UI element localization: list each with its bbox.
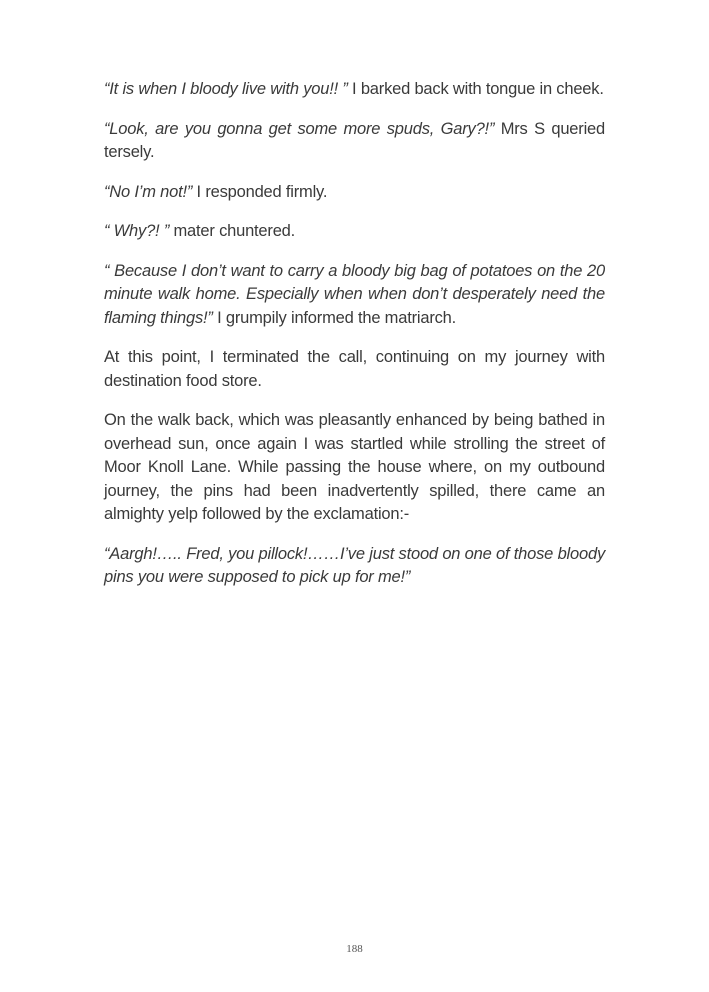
page-number: 188 xyxy=(346,943,363,955)
dialogue-quote: “No I’m not!” xyxy=(104,182,193,201)
narration-text: mater chuntered. xyxy=(169,222,296,240)
paragraph-2 xyxy=(104,118,605,165)
dialogue-quote: “Look, are you gonna get some more spuds, Gary?!” xyxy=(104,119,495,138)
paragraph-7 xyxy=(104,409,605,527)
dialogue-quote: “Aargh!….. Fred, you pillock!……I’ve just stood on one of those bloody pins you were supposed to pick up for me!” xyxy=(104,544,605,586)
paragraph-5 xyxy=(104,260,605,331)
narration-text: I grumpily informed the matriarch. xyxy=(212,308,457,327)
narration-text: On the walk back, which was pleasantly enhanced by being bathed in overhead sun, once again I was startled while strolling the street of Moor Knoll Lane. While passing the house where, on my outbound journey, the pins had been inadvertently spilled, there came an almighty yelp followed by the exclamation:- xyxy=(104,411,605,523)
paragraph-1 xyxy=(104,78,605,102)
paragraph-8 xyxy=(104,543,605,590)
narration-text: I barked back with tongue in cheek. xyxy=(347,80,604,98)
paragraph-4 xyxy=(104,220,605,244)
paragraph-3 xyxy=(104,181,605,205)
paragraph-6 xyxy=(104,346,605,393)
narration-text: At this point, I terminated the call, continuing on my journey with destination food store. xyxy=(104,348,605,390)
dialogue-quote: “ Because I don’t want to carry a bloody big bag of potatoes on the 20 minute walk home. Especially when when don’t desperately need the flaming things!” xyxy=(104,261,605,327)
narration-text: Mrs S queried tersely. xyxy=(104,119,605,161)
page-body xyxy=(104,78,605,606)
dialogue-quote: “ Why?! ” xyxy=(104,222,170,240)
narration-text: I responded firmly. xyxy=(192,182,328,201)
dialogue-quote: “It is when I bloody live with you!! ” xyxy=(104,80,348,98)
